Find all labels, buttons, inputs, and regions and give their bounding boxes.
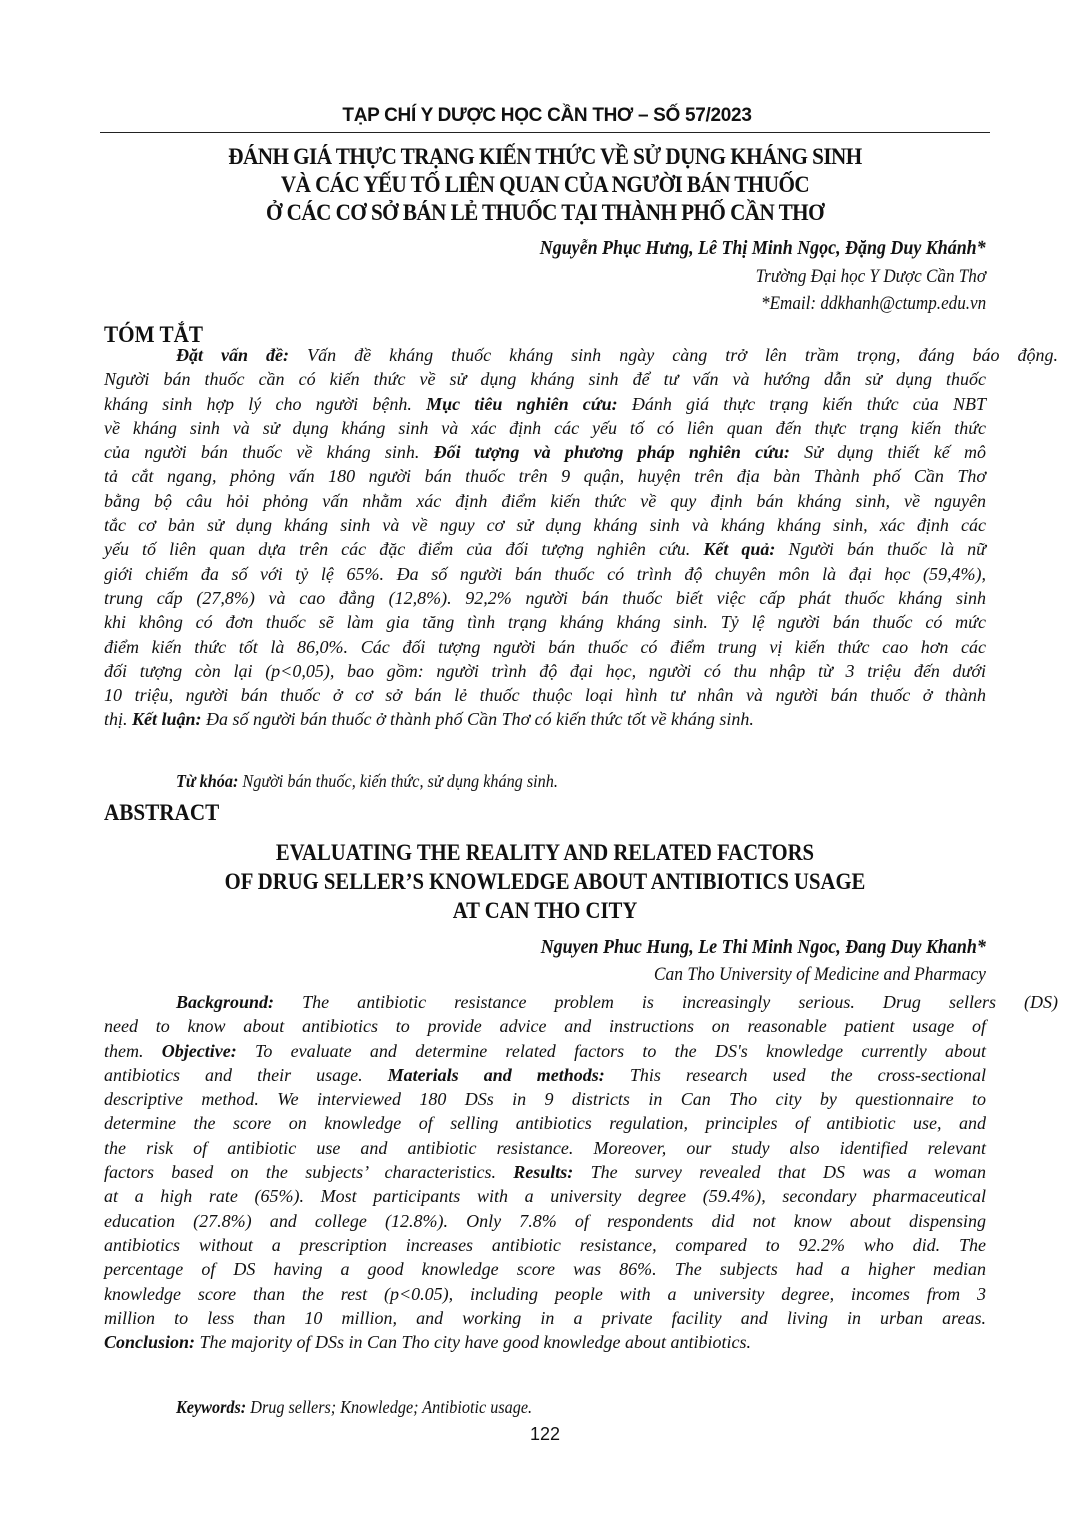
abstract-line: điểm kiến thức tốt là 86,0%. Các đối tượng người bán thuốc có điểm trung vị kiến thức cao hơn các [104,636,986,657]
english-title [145,838,946,925]
abstract-text: của người bán thuốc về kháng sinh. [104,442,434,463]
abstract-line: trung cấp (27,8%) và cao đẳng (12,8%). 92,2% người bán thuốc biết việc cấp phát thuốc kháng sinh [104,587,986,608]
vietnamese-authors: Nguyễn Phục Hưng, Lê Thị Minh Ngọc, Đặng Duy Khánh* [540,238,986,259]
label-conclusion: Kết luận: [132,709,202,730]
abstract-text: Vấn đề kháng thuốc kháng sinh ngày càng trở lên trầm trọng, đáng báo động. [289,345,1058,365]
abstract-line [104,1063,986,1087]
page-number: 122 [529,1424,561,1444]
abstract-line [104,537,986,561]
abstract-line: at a high rate (65%). Most participants with a university degree (59.4%), secondary pharmaceutical [104,1186,986,1207]
abstract-line: percentage of DS having a good knowledge score was 86%. The subjects had a higher median [104,1259,986,1280]
abstract-text: thị. [104,709,133,730]
abstract-line [104,990,1058,1014]
english-abstract-body [104,990,1058,1354]
vietnamese-title-line: VÀ CÁC YẾU TỐ LIÊN QUAN CỦA NGƯỜI BÁN THUỐC [280,172,810,197]
label-results: Kết quả: [703,539,776,560]
label-background: Background: [176,992,275,1012]
abstract-line: khi không có đơn thuốc sẽ làm gia tăng tình trạng kháng kháng sinh. Tỷ lệ người bán thuốc có mức [104,612,986,633]
abstract-text: The survey revealed that DS was a woman [573,1162,986,1183]
abstract-line: về kháng sinh và sử dụng kháng sinh và xác định các yếu tố có liên quan đến thực trạng kiến thức [104,417,986,438]
abstract-line: giới chiếm đa số với tỷ lệ 65%. Đa số người bán thuốc có trình độ chuyên môn là đại học (59,4%), [104,563,986,584]
abstract-text: Người bán thuốc là nữ [775,539,986,560]
vietnamese-keywords [176,771,558,792]
abstract-line: 10 triệu, người bán thuốc ở cơ sở bán lẻ thuốc thuộc loại hình tư nhân và người bán thuốc ở thành [104,685,986,706]
label-results: Results: [513,1162,574,1183]
abstract-text: Sử dụng thiết kế mô [789,442,986,463]
abstract-text: antibiotics and their usage. [104,1064,388,1085]
label-objective: Objective: [161,1040,237,1061]
header-rule [100,132,990,133]
english-affiliation: Can Tho University of Medicine and Pharmacy [653,964,986,985]
english-title-line: AT CAN THO CITY [452,898,638,923]
label-methods: Materials and methods: [387,1064,605,1085]
abstract-line: determine the score on knowledge of selling antibiotics regulation, principles of antibiotic use, and [104,1113,986,1134]
keywords-label: Từ khóa: [176,771,239,791]
abstract-line: descriptive method. We interviewed 180 DSs in 9 districts in Can Tho city by questionnaire to [104,1089,986,1110]
abstract-text: yếu tố liên quan dựa trên các đặc điểm của đối tượng nghiên cứu. [104,539,704,560]
abstract-line [104,1160,986,1184]
abstract-text: them. [104,1040,162,1061]
label-methods: Đối tượng và phương pháp nghiên cứu: [433,442,790,463]
label-objective: Mục tiêu nghiên cứu: [426,393,618,414]
abstract-line: million to less than 10 million, and working in a private facility and living in urban areas. [104,1307,986,1328]
abstract-line: the risk of antibiotic use and antibiotic resistance. Moreover, our study also identified relevant [104,1137,986,1158]
english-keywords [176,1397,532,1418]
keywords-text: Drug sellers; Knowledge; Antibiotic usage. [246,1397,533,1417]
abstract-line: antibiotics without a prescription increases antibiotic resistance, compared to 92.2% who did. The [104,1234,986,1255]
abstract-text: To evaluate and determine related factors to the DS's knowledge currently about [236,1040,986,1061]
vietnamese-title-line: ĐÁNH GIÁ THỰC TRẠNG KIẾN THỨC VỀ SỬ DỤNG KHÁNG SINH [228,144,862,169]
abstract-text: The majority of DSs in Can Tho city have good knowledge about antibiotics. [195,1332,751,1353]
abstract-line: education (27.8%) and college (12.8%). Only 7.8% of respondents did not know about dispensing [104,1210,986,1231]
keywords-text: Người bán thuốc, kiến thức, sử dụng kháng sinh. [238,771,558,791]
abstract-line [104,392,986,416]
vietnamese-abstract-body [104,343,1058,732]
english-title-line: OF DRUG SELLER’S KNOWLEDGE ABOUT ANTIBIOTICS USAGE [224,869,866,894]
abstract-line: bằng bộ câu hỏi phỏng vấn nhằm xác định điểm kiến thức về quy định bán kháng sinh, về nguyên [104,490,986,511]
abstract-line: need to know about antibiotics to provide advice and instructions on reasonable patient usage of [104,1016,986,1037]
english-title-line: EVALUATING THE REALITY AND RELATED FACTORS [275,840,815,865]
abstract-text: kháng sinh hợp lý cho người bệnh. [104,393,427,414]
english-abstract-heading: ABSTRACT [104,800,220,825]
abstract-line [104,707,986,731]
abstract-line: knowledge score than the rest (p<0.05), including people with a university degree, incomes from 3 [104,1283,986,1304]
vietnamese-summary-heading: TÓM TẮT [104,322,203,347]
abstract-line: tả cắt ngang, phỏng vấn 180 người bán thuốc trên 9 quận, huyện trên địa bàn Thành phố Cần Thơ [104,466,986,487]
vietnamese-affiliation: Trường Đại học Y Dược Cần Thơ [755,266,986,287]
abstract-line [104,440,986,464]
vietnamese-title-line: Ở CÁC CƠ SỞ BÁN LẺ THUỐC TẠI THÀNH PHỐ CẦN THƠ [266,200,824,225]
abstract-text: factors based on the subjects’ characteristics. [104,1162,514,1183]
abstract-text: The antibiotic resistance problem is increasingly serious. Drug sellers (DS) [274,992,1058,1012]
abstract-line: Người bán thuốc cần có kiến thức về sử dụng kháng sinh để tư vấn và hướng dẫn sử dụng thuốc [104,369,986,390]
journal-header: TẠP CHÍ Y DƯỢC HỌC CẦN THƠ – SỐ 57/2023 [342,105,752,126]
abstract-text: Đa số người bán thuốc ở thành phố Cần Thơ có kiến thức tốt về kháng sinh. [201,709,754,730]
english-authors: Nguyen Phuc Hung, Le Thi Minh Ngoc, Đang Duy Khanh* [540,937,986,958]
corresponding-email: *Email: ddkhanh@ctump.edu.vn [760,293,986,314]
label-background: Đặt vấn đề: [176,345,290,365]
abstract-text: Đánh giá thực trạng kiến thức của NBT [617,393,987,414]
abstract-line [104,343,1058,367]
abstract-line [104,1330,986,1354]
keywords-label: Keywords: [176,1397,247,1417]
label-conclusion: Conclusion: [104,1332,196,1353]
abstract-line: đối tượng còn lại (p<0,05), bao gồm: người trình độ đại học, người có thu nhập từ 3 triệu đến dưới [104,660,986,681]
abstract-line [104,1039,986,1063]
vietnamese-title [136,143,955,227]
abstract-text: This research used the cross-sectional [604,1064,986,1085]
abstract-line: tắc cơ bản sử dụng kháng sinh và về nguy cơ sử dụng kháng sinh và kháng kháng sinh, xác định các [104,515,986,536]
